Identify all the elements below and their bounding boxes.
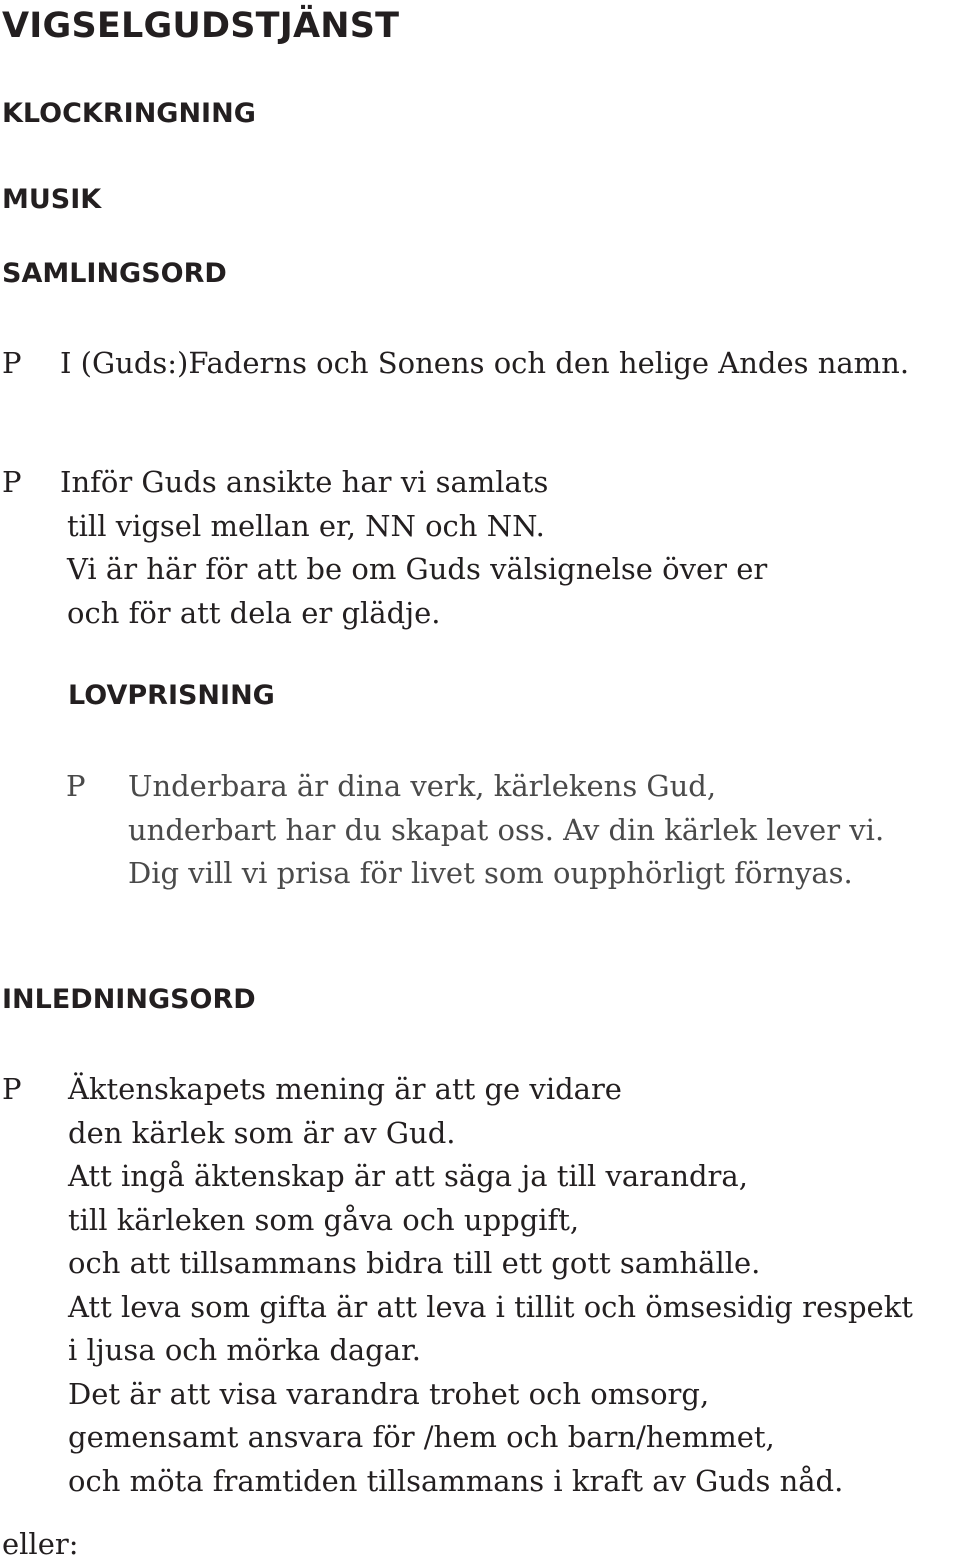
text-line: Att leva som gifta är att leva i tillit och ömsesidig respekt [68, 1289, 913, 1324]
inledningsord-text [68, 1068, 913, 1503]
samlingsord-invocation [60, 342, 909, 386]
speaker-label: P [66, 769, 86, 803]
heading-lovprisning: LOVPRISNING [68, 680, 275, 711]
text-line: Att ingå äktenskap är att säga ja till varandra, [68, 1159, 748, 1193]
text-line: Dig vill vi prisa för livet som oupphörligt förnyas. [128, 856, 853, 890]
text-line: och möta framtiden tillsammans i kraft av Guds nåd. [68, 1463, 844, 1498]
text-line: I (Guds:)Faderns och Sonens och den helige Andes namn. [60, 346, 910, 380]
speaker-label: P [2, 346, 22, 380]
heading-samlingsord: SAMLINGSORD [2, 258, 227, 289]
text-line: Inför Guds ansikte har vi samlats [60, 465, 549, 499]
text-line: Äktenskapets mening är att ge vidare [68, 1072, 622, 1106]
speaker-label: P [2, 1072, 22, 1106]
text-line: Vi är här för att be om Guds välsignelse över er [67, 552, 768, 586]
text-line: underbart har du skapat oss. Av din kärlek lever vi. [128, 812, 885, 847]
text-line: och för att dela er glädje. [67, 595, 441, 630]
lovprisning-text [128, 765, 884, 896]
text-line: Underbara är dina verk, kärlekens Gud, [128, 769, 717, 803]
text-line: gemensamt ansvara för /hem och barn/hemmet, [68, 1420, 775, 1454]
heading-klockringning: KLOCKRINGNING [2, 98, 256, 129]
heading-inledningsord: INLEDNINGSORD [2, 984, 256, 1015]
text-line: i ljusa och mörka dagar. [68, 1333, 421, 1367]
heading-musik: MUSIK [2, 184, 102, 215]
text-line: Det är att visa varandra trohet och omsorg, [68, 1376, 710, 1411]
speaker-label: P [2, 465, 22, 499]
text-line: och att tillsammans bidra till ett gott samhälle. [68, 1246, 761, 1280]
text-line: till kärleken som gåva och uppgift, [68, 1202, 580, 1237]
text-line: till vigsel mellan er, NN och NN. [67, 508, 545, 543]
document-title: VIGSELGUDSTJÄNST [2, 6, 400, 46]
samlingsord-greeting [60, 461, 767, 635]
alternative-marker: eller: [2, 1527, 79, 1561]
text-line: den kärlek som är av Gud. [68, 1115, 456, 1150]
